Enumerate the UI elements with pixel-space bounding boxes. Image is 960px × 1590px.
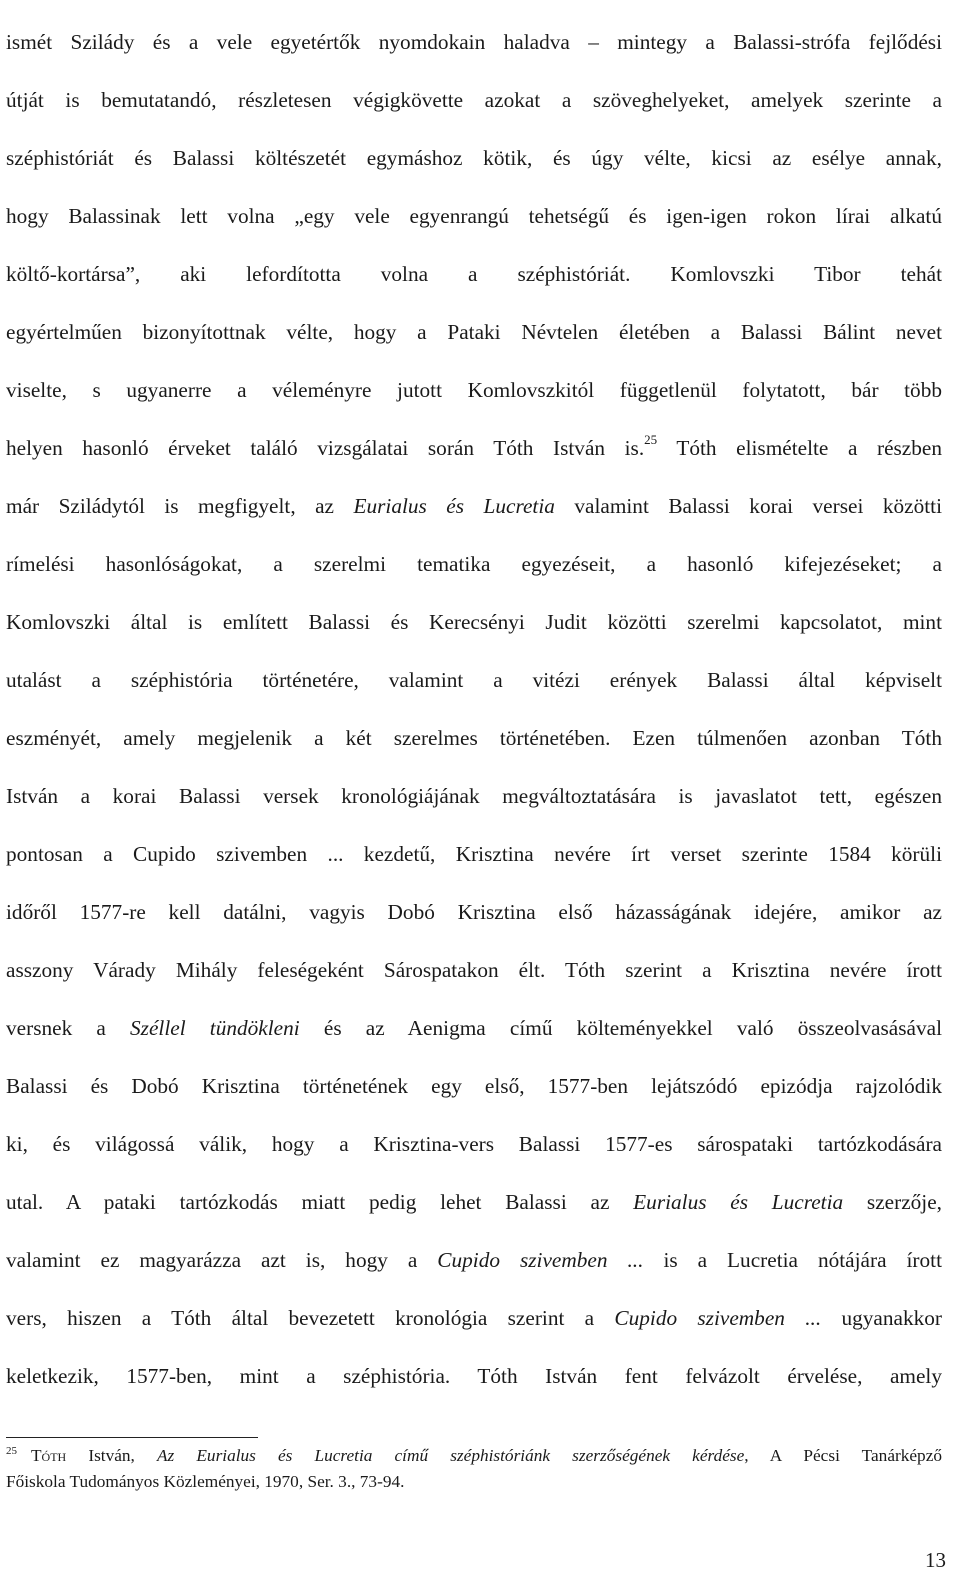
text-segment: valamint Balassi korai versei közötti — [554, 494, 942, 518]
footnote-number: 25 — [6, 1445, 17, 1457]
page-number: 13 — [925, 1548, 946, 1572]
italic-title: Eurialus és Lucretia — [353, 494, 555, 518]
text-line: rímelési hasonlóságokat, a szerelmi tematika egyezéseit, a hasonló kifejezéseket; a — [6, 552, 942, 576]
italic-title: Széllel tündökleni — [130, 1016, 300, 1040]
footnote-title: Az Eurialus és Lucretia című széphistóriánk szerzőségének kérdése — [156, 1446, 745, 1465]
text-line — [6, 1173, 942, 1231]
italic-title: Cupido szivemben ... — [437, 1248, 644, 1272]
text-line: széphistóriát és Balassi költészetét egymáshoz kötik, és úgy vélte, kicsi az esélye annak, — [6, 146, 942, 170]
text-segment: helyen hasonló érveket találó vizsgálatai során Tóth István is. — [6, 436, 645, 460]
text-line: útját is bemutatandó, részletesen végigkövette azokat a szöveghelyeket, amelyek szerinte a — [6, 88, 942, 112]
text-segment: már Sziládytól is megfigyelt, az — [6, 494, 354, 518]
text-line: utalást a széphistória történetére, valamint a vitézi erények Balassi által képviselt — [6, 668, 942, 692]
text-line — [6, 419, 942, 477]
text-line: költő-kortársa”, aki lefordította volna a széphistóriát. Komlovszki Tibor tehát — [6, 262, 942, 286]
text-line: keletkezik, 1577-ben, mint a széphistória. Tóth István fent felvázolt érvelése, amely — [6, 1364, 942, 1388]
body-paragraph — [6, 13, 942, 1405]
text-segment: valamint ez magyarázza azt is, hogy a — [6, 1248, 438, 1272]
text-segment: szerzője, — [843, 1190, 943, 1214]
footnote-line — [6, 1444, 942, 1470]
text-line: időről 1577-re kell datálni, vagyis Dobó Krisztina első házasságának idejére, amikor az — [6, 900, 942, 924]
text-line: ismét Szilády és a vele egyetértők nyomdokain haladva – mintegy a Balassi-strófa fejlődési — [6, 30, 942, 54]
text-segment: és az Aenigma című költeményekkel való összeolvasásával — [299, 1016, 942, 1040]
text-line: Balassi és Dobó Krisztina történetének egy első, 1577-ben lejátszódó epizódja rajzolódik — [6, 1074, 942, 1098]
text-segment: utal. A pataki tartózkodás miatt pedig lehet Balassi az — [6, 1190, 634, 1214]
footnote-author: Tóth — [31, 1446, 67, 1465]
text-segment: vers, hiszen a Tóth által bevezetett kronológia szerint a — [6, 1306, 615, 1330]
text-segment: ugyanakkor — [821, 1306, 942, 1330]
text-line: egyértelműen bizonyítottnak vélte, hogy a Pataki Névtelen életében a Balassi Bálint nevet — [6, 320, 942, 344]
text-line — [6, 999, 942, 1057]
text-segment: István, — [66, 1446, 157, 1465]
text-line — [6, 477, 942, 535]
text-segment: Tóth elismételte a részben — [657, 436, 943, 460]
text-line: eszményét, amely megjelenik a két szerelmes történetében. Ezen túlmenően azonban Tóth — [6, 726, 942, 750]
footnote-area — [6, 1444, 942, 1493]
text-segment: is a Lucretia nótájára írott — [643, 1248, 942, 1272]
footnote-line: Főiskola Tudományos Közleményei, 1970, Ser. 3., 73-94. — [6, 1472, 405, 1491]
text-segment: , A Pécsi Tanárképző — [744, 1446, 943, 1465]
text-segment: versnek a — [6, 1016, 131, 1040]
text-line: pontosan a Cupido szivemben ... kezdetű, Krisztina nevére írt verset szerinte 1584 körüli — [6, 842, 942, 866]
footnote-reference[interactable]: 25 — [644, 431, 658, 447]
text-line: viselte, s ugyanerre a véleményre jutott Komlovszkitól függetlenül folytatott, bár több — [6, 378, 942, 402]
italic-title: Cupido szivemben ... — [614, 1306, 822, 1330]
text-line: asszony Várady Mihály feleségeként Sárospatakon élt. Tóth szerint a Krisztina nevére írott — [6, 958, 942, 982]
text-line: István a korai Balassi versek kronológiájának megváltoztatására is javaslatot tett, egészen — [6, 784, 942, 808]
text-line: hogy Balassinak lett volna „egy vele egyenrangú tehetségű és igen-igen rokon lírai alkatú — [6, 204, 942, 228]
italic-title: Eurialus és Lucretia — [633, 1190, 844, 1214]
text-line — [6, 1289, 942, 1347]
text-line: Komlovszki által is említett Balassi és Kerecsényi Judit közötti szerelmi kapcsolatot, mint — [6, 610, 942, 634]
text-line — [6, 1231, 942, 1289]
text-line: ki, és világossá válik, hogy a Krisztina-vers Balassi 1577-es sárospataki tartózkodására — [6, 1132, 942, 1156]
footnote-divider — [6, 1437, 258, 1438]
